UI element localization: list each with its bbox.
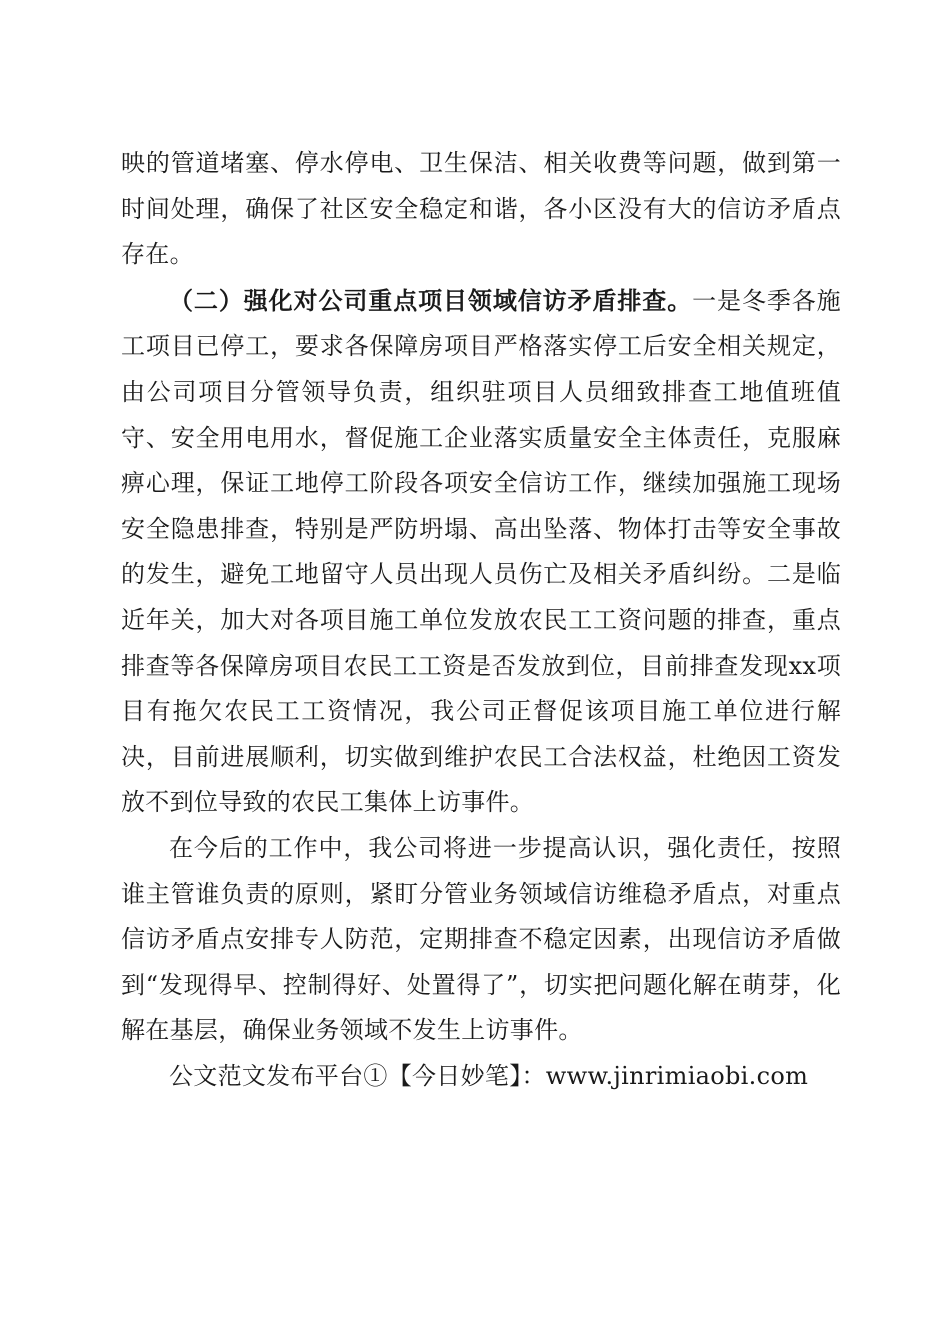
section-heading: （二）强化对公司重点项目领域信访矛盾排查。	[169, 285, 693, 315]
paragraph-section-two	[121, 278, 841, 826]
section-body: 一是冬季各施工项目已停工，要求各保障房项目严格落实停工后安全相关规定，由公司项目分管领导负责，组织驻项目人员细致排查工地值班值守、安全用电用水，督促施工企业落实质量安全主体责任，克服麻痹心理，保证工地停工阶段各项安全信访工作，继续加强施工现场安全隐患排查，特别是严防坍塌、高出坠落、物体打击等安全事故的发生，避免工地留守人员出现人员伤亡及相关矛盾纠纷。二是临近年关，加大对各项目施工单位发放农民工工资问题的排查，重点排查等各保障房项目农民工工资是否发放到位，目前排查发现xx项目有拖欠农民工工资情况，我公司正督促该项目施工单位进行解决，目前进展顺利，切实做到维护农民工合法权益，杜绝因工资发放不到位导致的农民工集体上访事件。	[121, 286, 841, 817]
paragraph-conclusion: 在今后的工作中，我公司将进一步提高认识，强化责任，按照谁主管谁负责的原则，紧盯分管业务领域信访维稳矛盾点，对重点信访矛盾点安排专人防范，定期排查不稳定因素，出现信访矛盾做到“发现得早、控制得好、处置得了”，切实把问题化解在萌芽，化解在基层，确保业务领域不发生上访事件。	[121, 833, 841, 1045]
footer-source-line: 公文范文发布平台①【今日妙笔】：www.jinrimiaobi.com	[169, 1061, 809, 1090]
paragraph-continuation: 映的管道堵塞、停水停电、卫生保洁、相关收费等问题，做到第一时间处理，确保了社区安全稳定和谐，各小区没有大的信访矛盾点存在。	[121, 149, 841, 269]
document-body	[121, 141, 841, 1099]
